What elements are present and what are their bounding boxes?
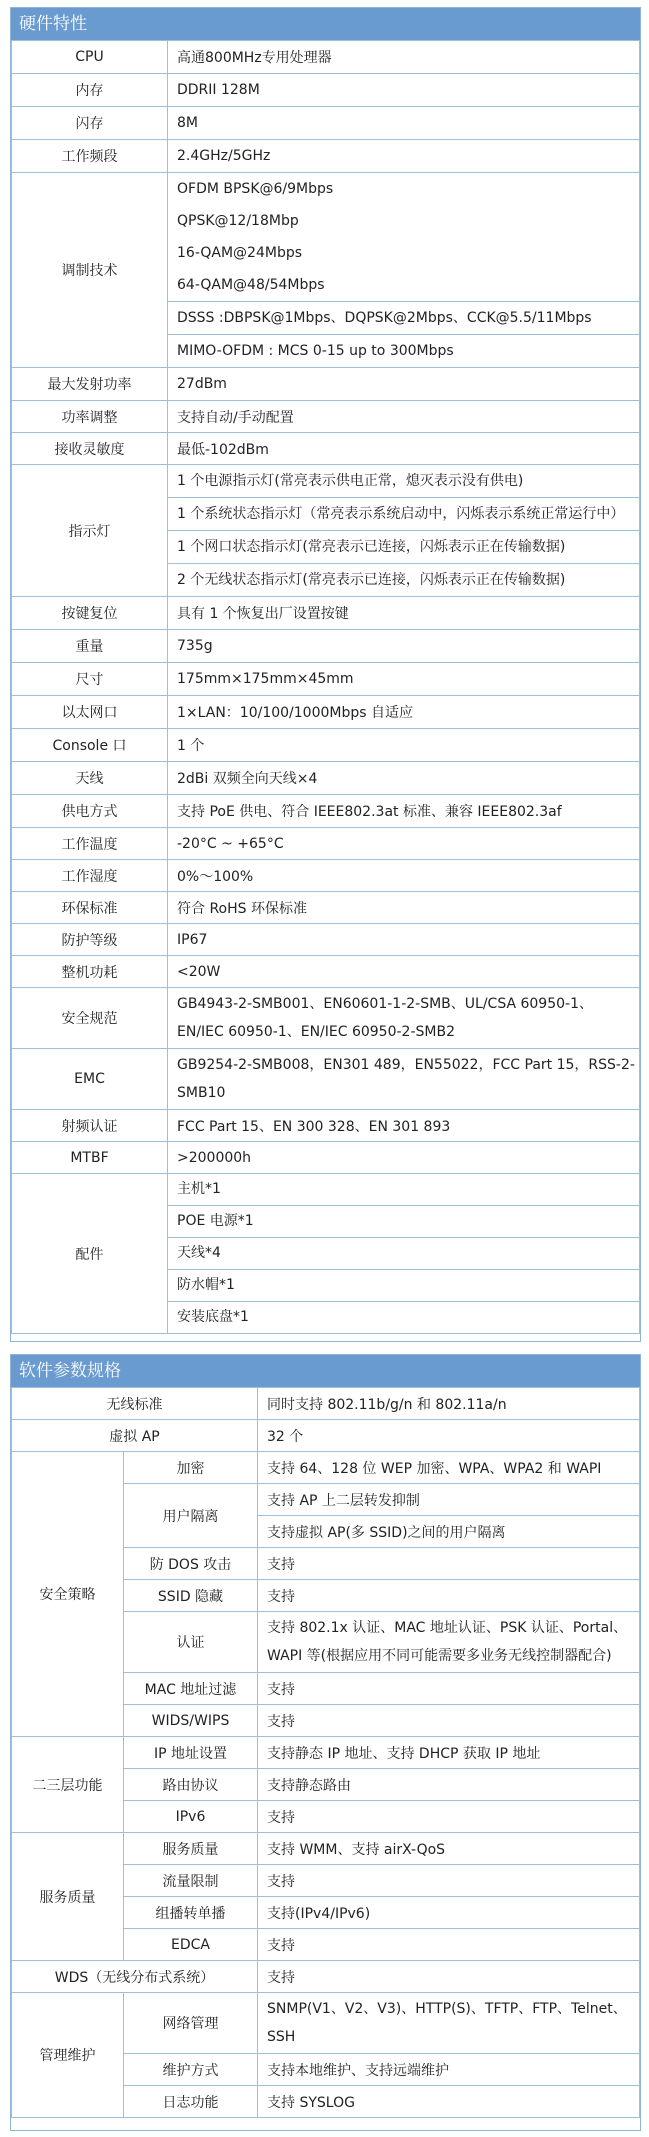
sub-label: IPv6: [124, 1801, 258, 1833]
spec-value-group: [168, 1174, 640, 1334]
table-row: [12, 762, 640, 795]
group-label: 二三层功能: [12, 1737, 124, 1833]
spec-value-text: GB4943-2-SMB001、EN60601-1-2-SMB、UL/CSA 60950-1、EN/IEC 60950-1、EN/IEC 60950-2-SMB2: [177, 996, 593, 1040]
spec-value: 支持 PoE 供电、符合 IEEE802.3at 标准、兼容 IEEE802.3af: [168, 795, 640, 828]
spec-value: 具有 1 个恢复出厂设置按键: [168, 597, 640, 630]
spec-value-line: 安装底盘*1: [177, 1309, 249, 1325]
spec-value-line: 64-QAM@48/54Mbps: [177, 277, 325, 293]
spec-value: DDRII 128M: [168, 74, 640, 107]
table-row: [12, 860, 640, 892]
table-row: [12, 1452, 640, 1484]
spec-value: 支持: [258, 1865, 640, 1897]
sub-label: 防 DOS 攻击: [124, 1548, 258, 1580]
table-row: [12, 1993, 640, 2054]
table-row: [12, 1737, 640, 1769]
spec-value: 32 个: [258, 1420, 640, 1452]
sub-label: WIDS/WIPS: [124, 1705, 258, 1737]
spec-value: 1 个: [168, 729, 640, 762]
table-row: [12, 729, 640, 762]
spec-value: 支持自动/手动配置: [168, 401, 640, 433]
spec-value: IP67: [168, 924, 640, 956]
hardware-section: [10, 7, 641, 1342]
table-row: [12, 1420, 640, 1452]
spec-value: FCC Part 15、EN 300 328、EN 301 893: [168, 1110, 640, 1142]
spec-value-line: 1 个系统状态指示灯（常亮表示系统启动中，闪烁表示系统正常运行中）: [177, 506, 625, 522]
sub-label: 网络管理: [124, 1993, 258, 2054]
spec-value: >200000h: [168, 1142, 640, 1174]
software-section: [10, 1354, 641, 2131]
spec-label: MTBF: [12, 1142, 168, 1174]
spec-label: 虚拟 AP: [12, 1420, 258, 1452]
spec-value: 高通800MHz专用处理器: [168, 41, 640, 74]
spec-label: 按键复位: [12, 597, 168, 630]
spec-value: [258, 1993, 640, 2054]
spec-label: 安全规范: [12, 988, 168, 1049]
table-row: [12, 630, 640, 663]
spec-value-line: 2 个无线状态指示灯(常亮表示已连接，闪烁表示正在传输数据): [177, 572, 566, 588]
table-row: [12, 924, 640, 956]
spec-value-line: QPSK@12/18Mbp: [177, 213, 299, 229]
spec-value-line: 16-QAM@24Mbps: [177, 245, 303, 261]
spec-value-line: 天线*4: [177, 1245, 221, 1261]
spec-label: 重量: [12, 630, 168, 663]
table-row: [12, 795, 640, 828]
spec-label: 最大发射功率: [12, 368, 168, 401]
spec-label: 指示灯: [12, 465, 168, 597]
spec-value: 0%～100%: [168, 860, 640, 892]
spec-value: <20W: [168, 956, 640, 988]
table-row: [12, 892, 640, 924]
spec-value: 支持(IPv4/IPv6): [258, 1897, 640, 1929]
table-row: [12, 1142, 640, 1174]
table-row: [12, 828, 640, 860]
table-row: [12, 433, 640, 465]
spec-label: 工作频段: [12, 140, 168, 173]
spec-label: 工作湿度: [12, 860, 168, 892]
table-row: [12, 1049, 640, 1110]
spec-label: 尺寸: [12, 663, 168, 696]
spec-value: 支持 SYSLOG: [258, 2086, 640, 2118]
spec-value: 支持: [258, 1929, 640, 1961]
spec-value: 支持静态路由: [258, 1769, 640, 1801]
spec-value: 支持 WMM、支持 airX-QoS: [258, 1833, 640, 1865]
spec-value-line: OFDM BPSK@6/9Mbps: [177, 181, 334, 197]
table-row: [12, 663, 640, 696]
hardware-section-title: 硬件特性: [11, 8, 640, 40]
spec-value-text: GB9254-2-SMB008，EN301 489，EN55022，FCC Part 15，RSS-2-SMB10: [177, 1057, 635, 1101]
spec-label: 功率调整: [12, 401, 168, 433]
spec-value: 2.4GHz/5GHz: [168, 140, 640, 173]
spec-label: Console 口: [12, 729, 168, 762]
spec-value-line: POE 电源*1: [177, 1213, 254, 1229]
spec-value: -20°C ~ +65°C: [168, 828, 640, 860]
spec-value: [168, 1049, 640, 1110]
table-row: [12, 1388, 640, 1420]
spec-value: 支持: [258, 1673, 640, 1705]
spec-label: 天线: [12, 762, 168, 795]
spec-value-group: [168, 465, 640, 597]
spec-label: 接收灵敏度: [12, 433, 168, 465]
spec-value: 支持 AP 上二层转发抑制: [258, 1484, 640, 1516]
spec-value-line: 防水帽*1: [177, 1277, 235, 1293]
spec-value: 2dBi 双频全向天线×4: [168, 762, 640, 795]
spec-value: 735g: [168, 630, 640, 663]
sub-label: IP 地址设置: [124, 1737, 258, 1769]
sub-label: 维护方式: [124, 2054, 258, 2086]
software-spec-table: [11, 1387, 640, 2118]
spec-label: 环保标准: [12, 892, 168, 924]
spec-value: 支持: [258, 1801, 640, 1833]
spec-label: 内存: [12, 74, 168, 107]
table-row: [12, 140, 640, 173]
spec-value: 175mm×175mm×45mm: [168, 663, 640, 696]
spec-value: 1×LAN：10/100/1000Mbps 自适应: [168, 696, 640, 729]
group-label: 管理维护: [12, 1993, 124, 2118]
table-row: [12, 597, 640, 630]
sub-label: SSID 隐藏: [124, 1580, 258, 1612]
spec-value: [258, 1612, 640, 1673]
spec-value: 支持: [258, 1548, 640, 1580]
table-row: [12, 988, 640, 1049]
spec-label: 工作温度: [12, 828, 168, 860]
spec-label: 调制技术: [12, 173, 168, 368]
sub-label: MAC 地址过滤: [124, 1673, 258, 1705]
spec-value: 符合 RoHS 环保标准: [168, 892, 640, 924]
sub-label: EDCA: [124, 1929, 258, 1961]
spec-value: 支持静态 IP 地址、支持 DHCP 获取 IP 地址: [258, 1737, 640, 1769]
table-row: [12, 1174, 640, 1334]
spec-label: 以太网口: [12, 696, 168, 729]
sub-label: 流量限制: [124, 1865, 258, 1897]
spec-value-line: MIMO-OFDM : MCS 0-15 up to 300Mbps: [177, 343, 454, 359]
spec-value-text: SNMP(V1、V2、V3)、HTTP(S)、TFTP、FTP、Telnet、SSH: [267, 2001, 627, 2045]
table-row: [12, 956, 640, 988]
spec-value: 支持: [258, 1580, 640, 1612]
spec-value-text: 支持 802.1x 认证、MAC 地址认证、PSK 认证、Portal、WAPI 等(根据应用不同可能需要多业务无线控制器配合): [267, 1620, 628, 1664]
spec-label: 供电方式: [12, 795, 168, 828]
spec-value-line: 主机*1: [177, 1181, 221, 1197]
spec-label: 防护等级: [12, 924, 168, 956]
spec-value: [168, 988, 640, 1049]
group-label: 服务质量: [12, 1833, 124, 1961]
spec-label: 整机功耗: [12, 956, 168, 988]
spec-label: 射频认证: [12, 1110, 168, 1142]
spec-value: 支持虚拟 AP(多 SSID)之间的用户隔离: [258, 1516, 640, 1548]
spec-label: 闪存: [12, 107, 168, 140]
spec-label: EMC: [12, 1049, 168, 1110]
spec-value-line: DSSS :DBPSK@1Mbps、DQPSK@2Mbps、CCK@5.5/11Mbps: [177, 310, 592, 326]
spec-value: 支持本地维护、支持远端维护: [258, 2054, 640, 2086]
sub-label: 服务质量: [124, 1833, 258, 1865]
table-row: [12, 465, 640, 597]
table-row: [12, 1961, 640, 1993]
spec-value: 同时支持 802.11b/g/n 和 802.11a/n: [258, 1388, 640, 1420]
spec-value: 8M: [168, 107, 640, 140]
sub-label: 路由协议: [124, 1769, 258, 1801]
sub-label: 用户隔离: [124, 1484, 258, 1548]
table-row: [12, 696, 640, 729]
spec-value-group: [168, 173, 640, 368]
sub-label: 认证: [124, 1612, 258, 1673]
sub-label: 日志功能: [124, 2086, 258, 2118]
spec-label: WDS（无线分布式系统）: [12, 1961, 258, 1993]
table-row: [12, 368, 640, 401]
spec-value-line: 1 个电源指示灯(常亮表示供电正常，熄灭表示没有供电): [177, 473, 524, 489]
spec-value: 支持: [258, 1705, 640, 1737]
spec-value: 最低-102dBm: [168, 433, 640, 465]
table-row: [12, 1833, 640, 1865]
table-row: [12, 74, 640, 107]
sub-label: 加密: [124, 1452, 258, 1484]
spec-value: 支持 64、128 位 WEP 加密、WPA、WPA2 和 WAPI: [258, 1452, 640, 1484]
spec-label: 无线标准: [12, 1388, 258, 1420]
table-row: [12, 41, 640, 74]
table-row: [12, 1110, 640, 1142]
spec-label: CPU: [12, 41, 168, 74]
group-label: 安全策略: [12, 1452, 124, 1737]
table-row: [12, 401, 640, 433]
table-row: [12, 173, 640, 368]
table-row: [12, 107, 640, 140]
spec-value-line: 1 个网口状态指示灯(常亮表示已连接，闪烁表示正在传输数据): [177, 539, 566, 555]
software-section-title: 软件参数规格: [11, 1355, 640, 1387]
sub-label: 组播转单播: [124, 1897, 258, 1929]
spec-value: 支持: [258, 1961, 640, 1993]
spec-label: 配件: [12, 1174, 168, 1334]
hardware-spec-table: [11, 40, 640, 1334]
spec-value: 27dBm: [168, 368, 640, 401]
